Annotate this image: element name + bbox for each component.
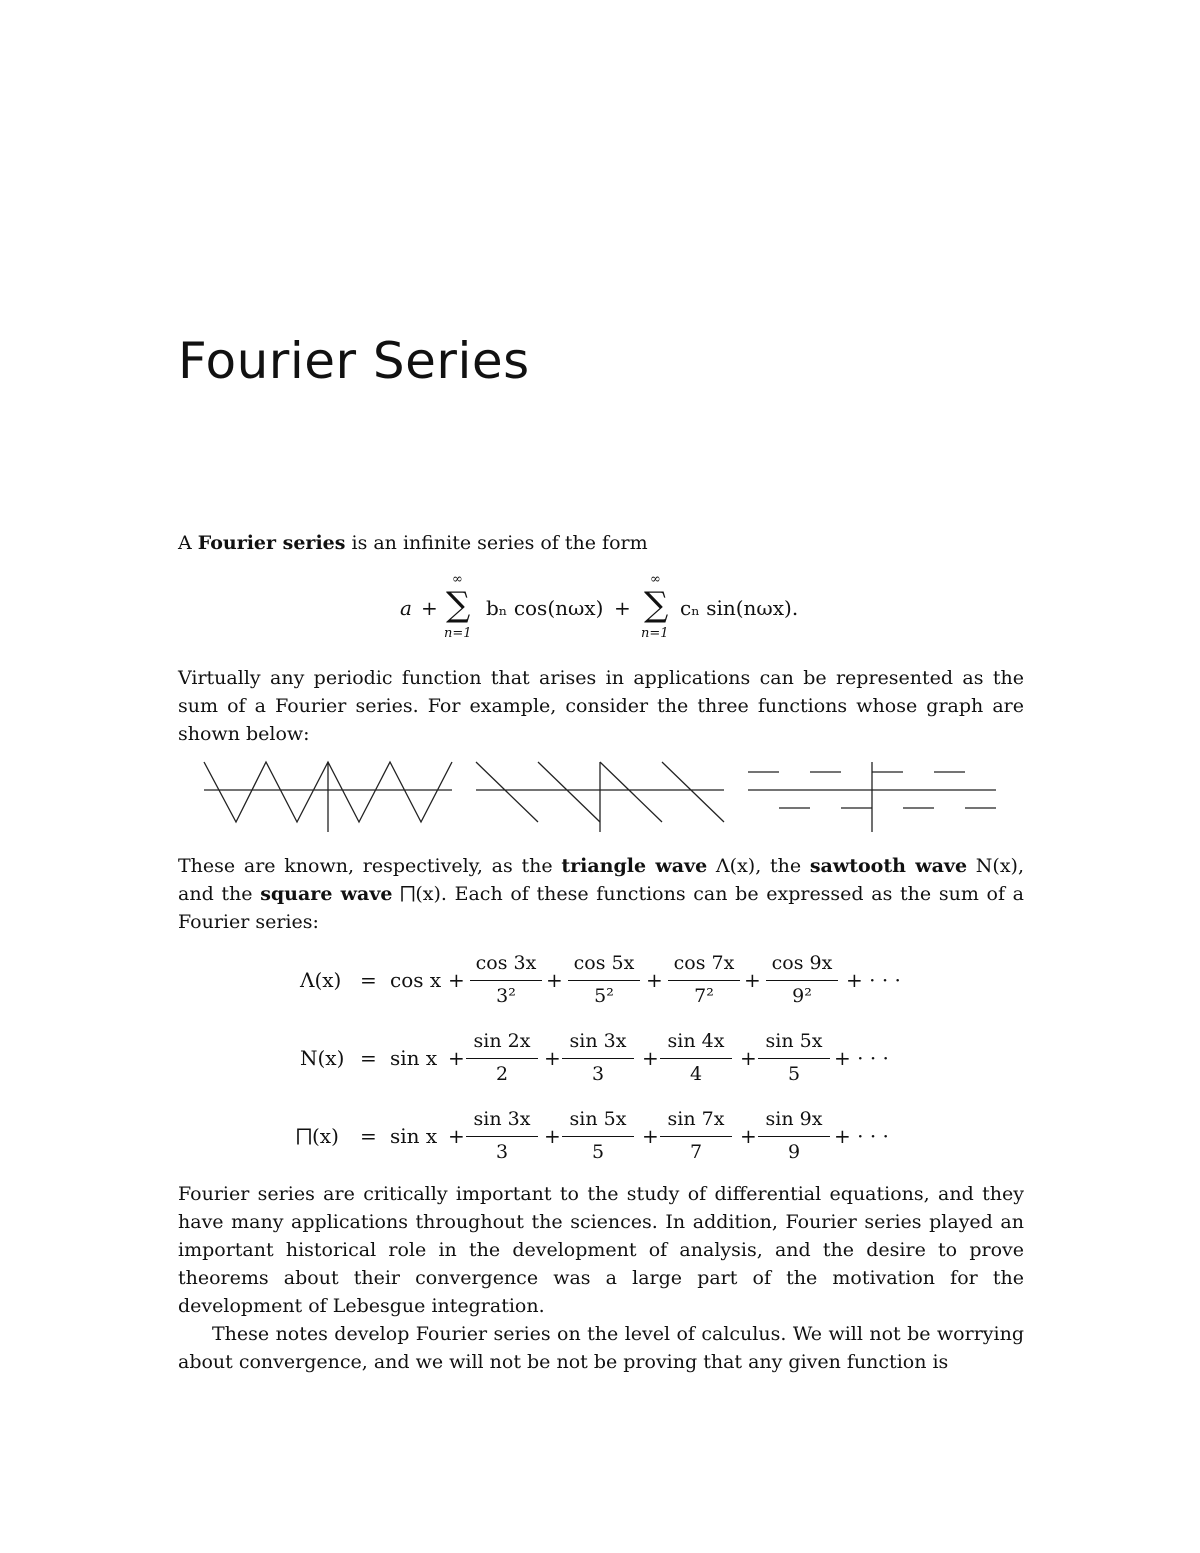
fraction: cos 9x 9²	[766, 952, 838, 1007]
periodic-paragraph: Virtually any periodic function that arises in applications can be represented as the sum of a Fourier series. For example, consider the three functions whose graph are shown below:	[178, 667, 1024, 745]
term-sawtooth-wave: sawtooth wave	[809, 855, 968, 877]
importance-paragraph: Fourier series are critically important to the study of differential equations, and they have many applications throughout the sciences. In addition, Fourier series played an important historical role in the development of analysis, and the desire to prove theorems about their convergence was a large part of the motivation for the development of Lebesgue integration.	[178, 1183, 1024, 1317]
equation-triangle-wave: Λ(x) = cos x + cos 3x 3² + cos 5x 5² + cos 7x 7² + cos 9x 9² + · · ·	[300, 952, 901, 1007]
fraction: sin 3x 3	[466, 1108, 538, 1163]
square-wave-graph	[748, 762, 996, 832]
fraction: sin 9x 9	[758, 1108, 830, 1163]
fraction: sin 4x 4	[660, 1030, 732, 1085]
known-paragraph: These are known, respectively, as the triangle wave Λ(x), the sawtooth wave N(x), and the square wave ⨅(x). Each of these functions can be expressed as the sum of a Fourier series:	[178, 855, 1024, 933]
term-square-wave: square wave	[260, 883, 393, 905]
fraction: sin 2x 2	[466, 1030, 538, 1085]
notes-paragraph: These notes develop Fourier series on the level of calculus. We will not be worrying about convergence, and we will not be not be proving that any given function is	[178, 1323, 1024, 1373]
sigma-symbol: ∑	[446, 585, 471, 625]
sigma-symbol: ∑	[644, 585, 669, 625]
triangle-wave-graph	[204, 762, 452, 832]
wave-graphs	[0, 760, 1200, 840]
fraction: cos 5x 5²	[568, 952, 640, 1007]
fraction: sin 7x 7	[660, 1108, 732, 1163]
equation-sawtooth-wave: N(x) = sin x + sin 2x 2 + sin 3x 3 + sin 4x 4 + sin 5x 5 + · · ·	[300, 1030, 889, 1085]
sawtooth-wave-graph	[476, 762, 724, 832]
fraction: sin 5x 5	[562, 1108, 634, 1163]
term-triangle-wave: triangle wave	[561, 855, 708, 877]
equation-square-wave: ⨅(x) = sin x + sin 3x 3 + sin 5x 5 + sin 7x 7 + sin 9x 9 + · · ·	[296, 1108, 889, 1163]
fraction: cos 3x 3²	[470, 952, 542, 1007]
fraction: sin 5x 5	[758, 1030, 830, 1085]
page-title: Fourier Series	[178, 332, 530, 390]
intro-paragraph: A Fourier series is an infinite series of the form	[178, 532, 648, 554]
term-fourier-series: Fourier series	[197, 532, 346, 554]
fraction: cos 7x 7²	[668, 952, 740, 1007]
fraction: sin 3x 3	[562, 1030, 634, 1085]
